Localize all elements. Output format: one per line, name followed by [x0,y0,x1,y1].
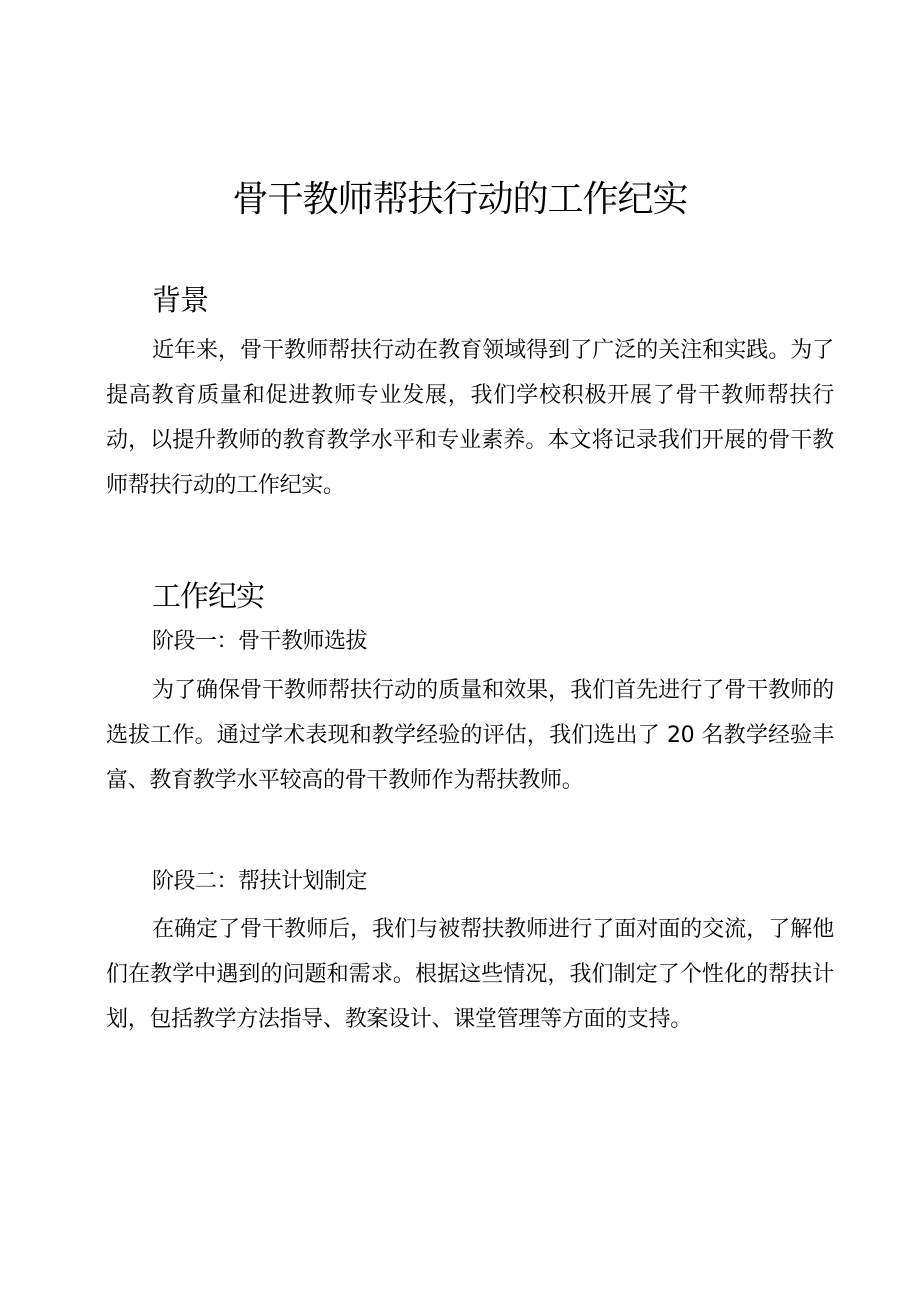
section-heading-work-record: 工作纪实 [152,579,265,613]
stage-two-paragraph: 在确定了骨干教师后，我们与被帮扶教师进行了面对面的交流，了解他们在教学中遇到的问题和需求。根据这些情况，我们制定了个性化的帮扶计划，包括教学方法指导、教案设计、课堂管理等方面的支持。 [106,917,834,1032]
background-paragraph: 近年来，骨干教师帮扶行动在教育领域得到了广泛的关注和实践。为了提高教育质量和促进教师专业发展，我们学校积极开展了骨干教师帮扶行动，以提升教师的教育教学水平和专业素养。本文将记录我们开展的骨干教师帮扶行动的工作纪实。 [106,338,834,498]
stage-one-heading: 阶段一：骨干教师选拔 [152,629,368,654]
document-title: 骨干教师帮扶行动的工作纪实 [232,179,688,220]
stage-two-heading: 阶段二：帮扶计划制定 [152,869,368,894]
stage-one-paragraph: 为了确保骨干教师帮扶行动的质量和效果，我们首先进行了骨干教师的选拔工作。通过学术表现和教学经验的评估，我们选出了 20 名教学经验丰富、教育教学水平较高的骨干教师作为帮扶教师。 [106,678,834,793]
section-heading-background: 背景 [152,283,209,317]
